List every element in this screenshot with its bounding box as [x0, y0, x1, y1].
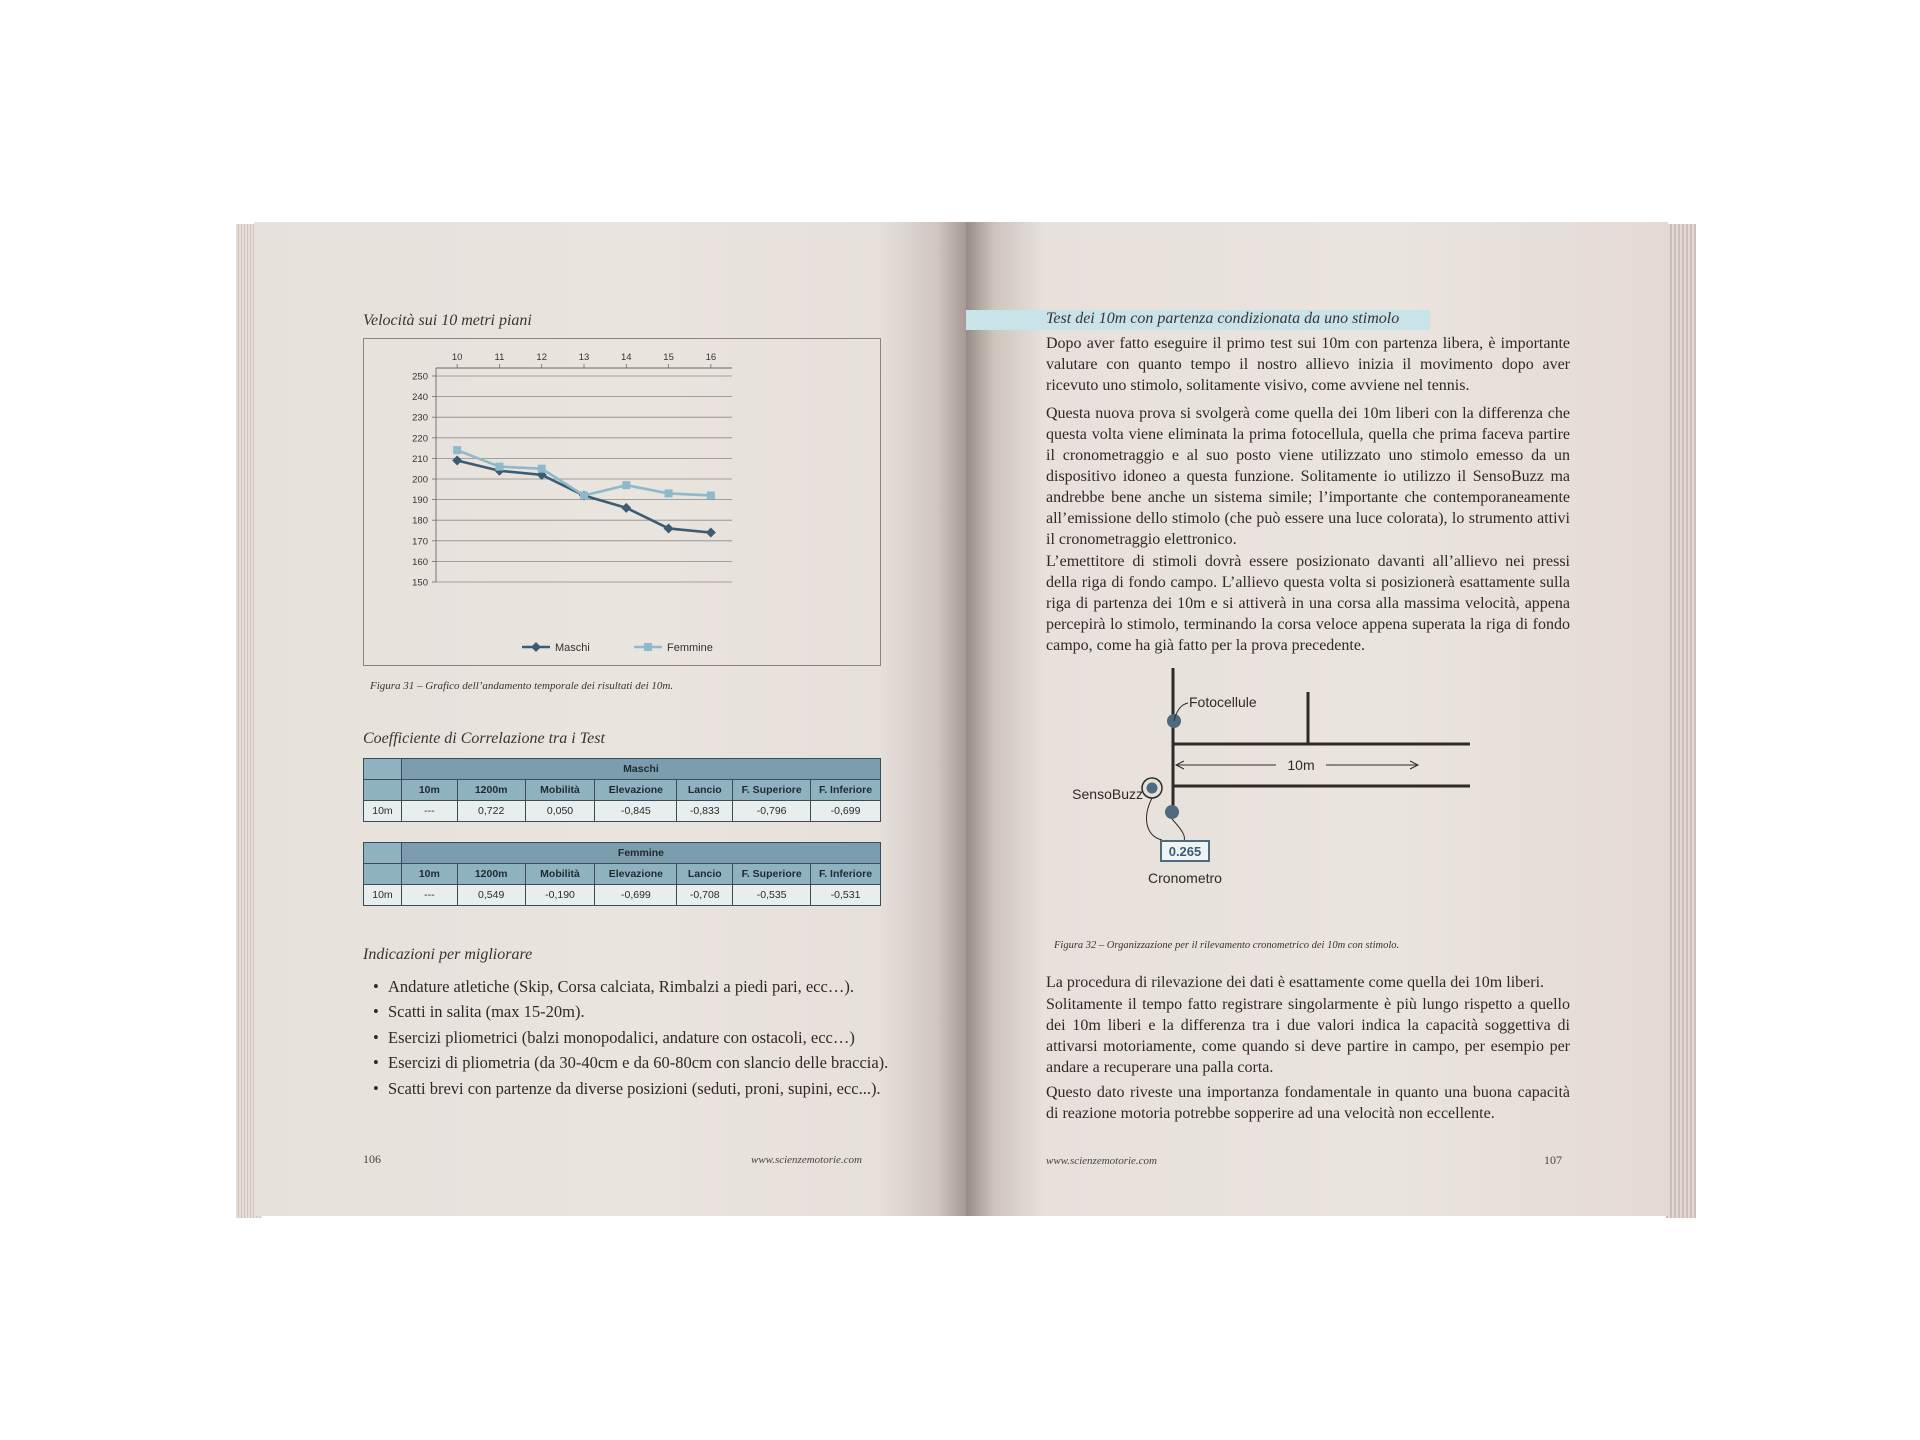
legend-marker-femmine: [644, 643, 652, 651]
chart-heading: Velocità sui 10 metri piani: [363, 312, 532, 329]
data-point-maschi: [706, 528, 716, 538]
paragraph-6: Questo dato riveste una importanza fondamentale in quanto una buona capacità di reazione motoria potrebbe sopperire ad una velocità non eccellente.: [1046, 1084, 1570, 1122]
column-header: F. Superiore: [733, 864, 811, 885]
table-cell: 0,549: [457, 885, 525, 906]
data-point-femmine: [495, 463, 503, 471]
legend-label-femmine: Femmine: [667, 642, 713, 654]
x-tick-label: 13: [578, 352, 590, 363]
website-footer-left: www.scienzemotorie.com: [751, 1154, 863, 1166]
tips-list: [364, 975, 904, 1102]
column-header: F. Superiore: [733, 780, 811, 801]
table-corner: [364, 843, 402, 864]
table-cell: -0,845: [595, 801, 677, 822]
y-tick-label: 210: [412, 453, 428, 465]
paragraph-4: La procedura di rilevazione dei dati è esattamente come quella dei 10m liberi.: [1046, 974, 1545, 991]
column-header: Elevazione: [595, 864, 677, 885]
data-point-femmine: [665, 489, 673, 497]
y-tick-label: 250: [412, 371, 428, 383]
column-header: F. Inferiore: [811, 780, 881, 801]
chronometer-value: 0.265: [1168, 844, 1202, 859]
paragraph-3: L’emettitore di stimoli dovrà essere posizionato davanti all’allievo nei pressi della riga di fondo campo. L’allievo questa volta si posizionerà esattamente sulla riga di partenza dei 10m e si attiverà in una corsa alla massima velocità, appena percepirà lo stimolo, terminando la corsa veloce appena superata la riga di fondo campo, come ha già fatto per la prova precedente.: [1046, 553, 1570, 654]
line-chart: [364, 339, 880, 665]
column-header: 1200m: [457, 780, 525, 801]
y-tick-label: 180: [412, 515, 428, 527]
distance-label: 10m: [1287, 757, 1315, 773]
table-row: [364, 885, 881, 906]
list-item: • Esercizi pliometrici (balzi monopodalici, andature con ostacoli, ecc…): [364, 1026, 904, 1051]
correlation-heading: Coefficiente di Correlazione tra i Test: [363, 730, 605, 747]
row-label: 10m: [364, 801, 402, 822]
chronometer-label: Cronometro: [1148, 870, 1222, 886]
table-cell: -0,699: [595, 885, 677, 906]
line-chart-frame: [363, 338, 881, 666]
table-cell: ---: [401, 885, 457, 906]
table-cell: -0,531: [811, 885, 881, 906]
y-tick-label: 230: [412, 412, 428, 424]
y-tick-label: 170: [412, 536, 428, 548]
table-cell: -0,699: [811, 801, 881, 822]
list-item: • Andature atletiche (Skip, Corsa calciata, Rimbalzi a piedi pari, ecc…).: [364, 975, 904, 1000]
column-header: 10m: [401, 780, 457, 801]
column-header: 1200m: [457, 864, 525, 885]
series-line-femmine: [457, 450, 711, 495]
timing-setup-diagram: [1046, 668, 1506, 904]
x-tick-label: 10: [451, 352, 463, 363]
x-tick-label: 11: [494, 352, 505, 363]
column-header: Mobilità: [525, 780, 595, 801]
right-page: [966, 222, 1668, 1216]
data-point-maschi: [621, 503, 631, 513]
open-book: [236, 218, 1696, 1224]
sensobuzz-label: SensoBuzz: [1072, 786, 1143, 802]
table-cell: -0,833: [677, 801, 733, 822]
page-number-right: 107: [1544, 1153, 1562, 1167]
table-cell: -0,190: [525, 885, 595, 906]
x-tick-label: 12: [536, 352, 548, 363]
data-point-femmine: [580, 491, 588, 499]
list-item: • Esercizi di pliometria (da 30-40cm e da 60-80cm con slancio delle braccia).: [364, 1051, 904, 1076]
table-cell: -0,796: [733, 801, 811, 822]
photocell-cable: [1172, 819, 1185, 841]
table-cell: 0,722: [457, 801, 525, 822]
data-point-maschi: [664, 523, 674, 533]
legend-marker-maschi: [531, 642, 541, 652]
column-header: 10m: [401, 864, 457, 885]
y-tick-label: 160: [412, 556, 428, 568]
photocell-label: Fotocellule: [1189, 694, 1257, 710]
table-row: [364, 801, 881, 822]
column-header: Lancio: [677, 864, 733, 885]
paragraph-2: Questa nuova prova si svolgerà come quella dei 10m liberi con la differenza che questa volta viene eliminata la prima fotocellula, quella che prima faceva partire il cronometraggio e al suo posto viene utilizzato uno stimolo emesso da un dispositivo idoneo a questa funzione. Solitamente io utilizzo il SensoBuzz ma andrebbe bene anche un sistema simile; l’importante che contemporaneamente all’emissione dello stimolo (che può essere una luce colorata), lo strumento attivi il cronometraggio elettronico.: [1046, 405, 1570, 548]
paragraph-1: Dopo aver fatto eseguire il primo test sui 10m con partenza libera, è importante valutare con quanto tempo il nostro allievo inizia il movimento dopo aver ricevuto uno stimolo, solitamente visivo, come avviene nel tennis.: [1046, 335, 1570, 394]
table-group-header: Femmine: [401, 843, 880, 864]
data-point-maschi: [452, 455, 462, 465]
list-item: • Scatti brevi con partenze da diverse posizioni (seduti, proni, supini, ecc...).: [364, 1077, 904, 1102]
y-tick-label: 190: [412, 495, 428, 507]
table-group-header: Maschi: [401, 759, 880, 780]
y-tick-label: 150: [412, 577, 428, 589]
table-corner: [364, 759, 402, 780]
data-point-femmine: [453, 446, 461, 454]
data-point-femmine: [622, 481, 630, 489]
right-page-edges: [1666, 224, 1696, 1218]
row-header-corner: [364, 780, 402, 801]
paragraph-5: Solitamente il tempo fatto registrare singolarmente è più lungo rispetto a quello dei 10m liberi e la differenza tra i due valori indica la capacità soggettiva di attivarsi motoriamente, come quando si deve partire in campo, per esempio per andare a recuperare una palla corta.: [1046, 996, 1570, 1076]
column-header: Elevazione: [595, 780, 677, 801]
figure-32-caption: Figura 32 – Organizzazione per il rilevamento cronometrico dei 10m con stimolo.: [1054, 940, 1400, 951]
x-tick-label: 14: [620, 352, 632, 363]
tips-heading: Indicazioni per migliorare: [363, 946, 533, 963]
y-tick-label: 200: [412, 474, 428, 486]
correlation-table-maschi: [363, 758, 881, 822]
table-cell: -0,535: [733, 885, 811, 906]
y-tick-label: 240: [412, 392, 428, 404]
column-header: F. Inferiore: [811, 864, 881, 885]
row-label: 10m: [364, 885, 402, 906]
table-cell: ---: [401, 801, 457, 822]
section-title: Test dei 10m con partenza condizionata da uno stimolo: [1046, 310, 1400, 327]
figure-31-caption: Figura 31 – Grafico dell’andamento temporale dei risultati dei 10m.: [370, 680, 674, 692]
sensobuzz-cable: [1147, 798, 1162, 840]
table-cell: 0,050: [525, 801, 595, 822]
x-tick-label: 15: [663, 352, 674, 363]
sensobuzz-icon: [1142, 778, 1162, 798]
page-number-left: 106: [363, 1152, 381, 1166]
runner-marker-icon: [1165, 805, 1179, 819]
correlation-table-femmine: [363, 842, 881, 906]
website-footer-right: www.scienzemotorie.com: [1046, 1155, 1158, 1167]
data-point-femmine: [538, 465, 546, 473]
data-point-femmine: [707, 491, 715, 499]
legend-label-maschi: Maschi: [555, 642, 590, 654]
table-cell: -0,708: [677, 885, 733, 906]
list-item: • Scatti in salita (max 15-20m).: [364, 1000, 904, 1025]
column-header: Lancio: [677, 780, 733, 801]
row-header-corner: [364, 864, 402, 885]
y-tick-label: 220: [412, 433, 428, 445]
column-header: Mobilità: [525, 864, 595, 885]
left-page: [254, 222, 966, 1216]
x-tick-label: 16: [705, 352, 717, 363]
